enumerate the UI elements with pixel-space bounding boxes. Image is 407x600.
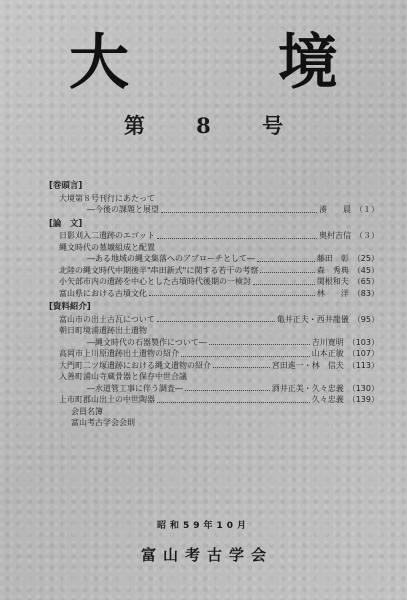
publisher-name: 富山考古学会 — [140, 546, 273, 564]
table-of-contents — [47, 178, 379, 429]
toc-item-author: 山本正敏 — [311, 349, 344, 358]
toc-item-title: 上市町郡山出土の中世陶器 — [59, 395, 155, 404]
toc-section-title: [巻頭言] — [49, 181, 83, 191]
toc-item — [47, 314, 379, 326]
toc-item-page: （95） — [352, 314, 379, 324]
toc-item-page: （１） — [355, 205, 379, 214]
toc-item-title: 北陸の縄文時代中期後半"串田新式"に関する若干の考察 — [59, 265, 259, 275]
toc-leader-dots — [260, 272, 314, 273]
toc-item-author: 湊 晨 — [319, 205, 351, 214]
toc-item-author: 宮田進一・林 信夫 — [271, 360, 344, 370]
toc-section-title: [論 文] — [49, 218, 83, 229]
toc-item-title: ―ある地域の縄文集落へのアプローチとして― — [87, 254, 255, 263]
toc-item-title: 富山県における古墳文化 — [59, 288, 147, 298]
toc-leader-dots — [157, 238, 317, 239]
toc-leader-dots — [253, 284, 315, 285]
toc-leader-dots — [213, 367, 270, 368]
toc-item-author: 関根和夫 — [316, 277, 349, 286]
toc-item-page: （45） — [352, 265, 379, 275]
toc-item-page: （65） — [352, 277, 379, 286]
toc-item-author: 亀井正夫・西井龍儀 — [276, 314, 349, 324]
toc-item — [47, 383, 379, 395]
toc-section-title: [資料紹介] — [49, 302, 91, 312]
toc-item — [47, 288, 379, 300]
toc-item: 入善町浦山寺蔵骨器と保存中世合議 — [59, 372, 187, 381]
toc-item-title: 高岡市上川原遺跡出土遺物の紹介 — [59, 349, 179, 358]
toc-leader-dots — [257, 261, 315, 262]
toc-item: 会員名簿 — [71, 406, 103, 416]
toc-item — [47, 204, 379, 216]
toc-item-page: （139） — [347, 395, 379, 404]
toc-item-author: 酒井正美・久々忠義 — [271, 383, 344, 393]
toc-item-author: 藤田 彰 — [316, 254, 349, 263]
publication-date: 昭和59年10月 — [156, 521, 251, 531]
toc-section — [47, 219, 379, 300]
toc-item-page: （113） — [347, 360, 379, 370]
toc-item-page: （130） — [347, 383, 379, 393]
toc-section — [47, 302, 379, 429]
toc-item-page: （25） — [352, 254, 379, 263]
toc-item-title: 日影刈入二遺跡のエゴット — [59, 231, 155, 240]
toc-item-title: 小矢部市内の遺跡を中心とした古墳時代後期の一検討 — [59, 277, 251, 286]
toc-item — [47, 348, 379, 360]
toc-item-page: （83） — [352, 288, 379, 298]
toc-item — [47, 265, 379, 277]
toc-item-page: （107） — [347, 349, 379, 358]
toc-leader-dots — [161, 212, 317, 213]
toc-item: 縄文時代の墓壙組成と配置 — [59, 242, 155, 252]
toc-item-author: 吉川寛明 — [311, 337, 344, 347]
issue-number: 第 8 号 — [123, 113, 306, 138]
toc-item — [47, 253, 379, 265]
toc-item-title: ―水道管工事に伴う調査― — [87, 383, 183, 393]
toc-item-author: 森 秀典 — [316, 265, 349, 275]
toc-item — [47, 394, 379, 406]
toc-leader-dots — [209, 344, 310, 345]
toc-leader-dots — [157, 321, 275, 322]
toc-item: 朝日町境浦遺跡出土遺物 — [59, 326, 147, 335]
toc-section — [47, 181, 379, 216]
toc-item-page: （103） — [347, 337, 379, 347]
toc-item — [47, 360, 379, 372]
toc-item-author: 久々忠義 — [311, 395, 344, 404]
toc-leader-dots — [157, 402, 310, 403]
toc-item — [47, 230, 379, 242]
toc-item: 大境第８号刊行にあたって — [59, 193, 155, 203]
toc-item-title: 大門町二ツ塚遺跡における縄文遺物の紹介 — [59, 360, 211, 370]
toc-leader-dots — [181, 356, 310, 357]
toc-item — [47, 276, 379, 288]
toc-item-title: ―縄文時代の石器製作について― — [87, 337, 207, 347]
journal-title: 大 境 — [69, 28, 402, 98]
toc-item-author: 林 洋 — [316, 288, 349, 298]
toc-item-title: 富山市の出土古瓦について — [59, 314, 155, 324]
toc-item — [47, 337, 379, 349]
toc-item: 富山考古学会会則 — [71, 418, 135, 427]
toc-leader-dots — [149, 295, 315, 296]
toc-item-author: 奥村吉信 — [319, 231, 351, 240]
toc-leader-dots — [185, 390, 270, 391]
toc-item-title: ―今後の課題と展望 — [87, 205, 159, 214]
toc-item-page: （３） — [355, 231, 379, 240]
